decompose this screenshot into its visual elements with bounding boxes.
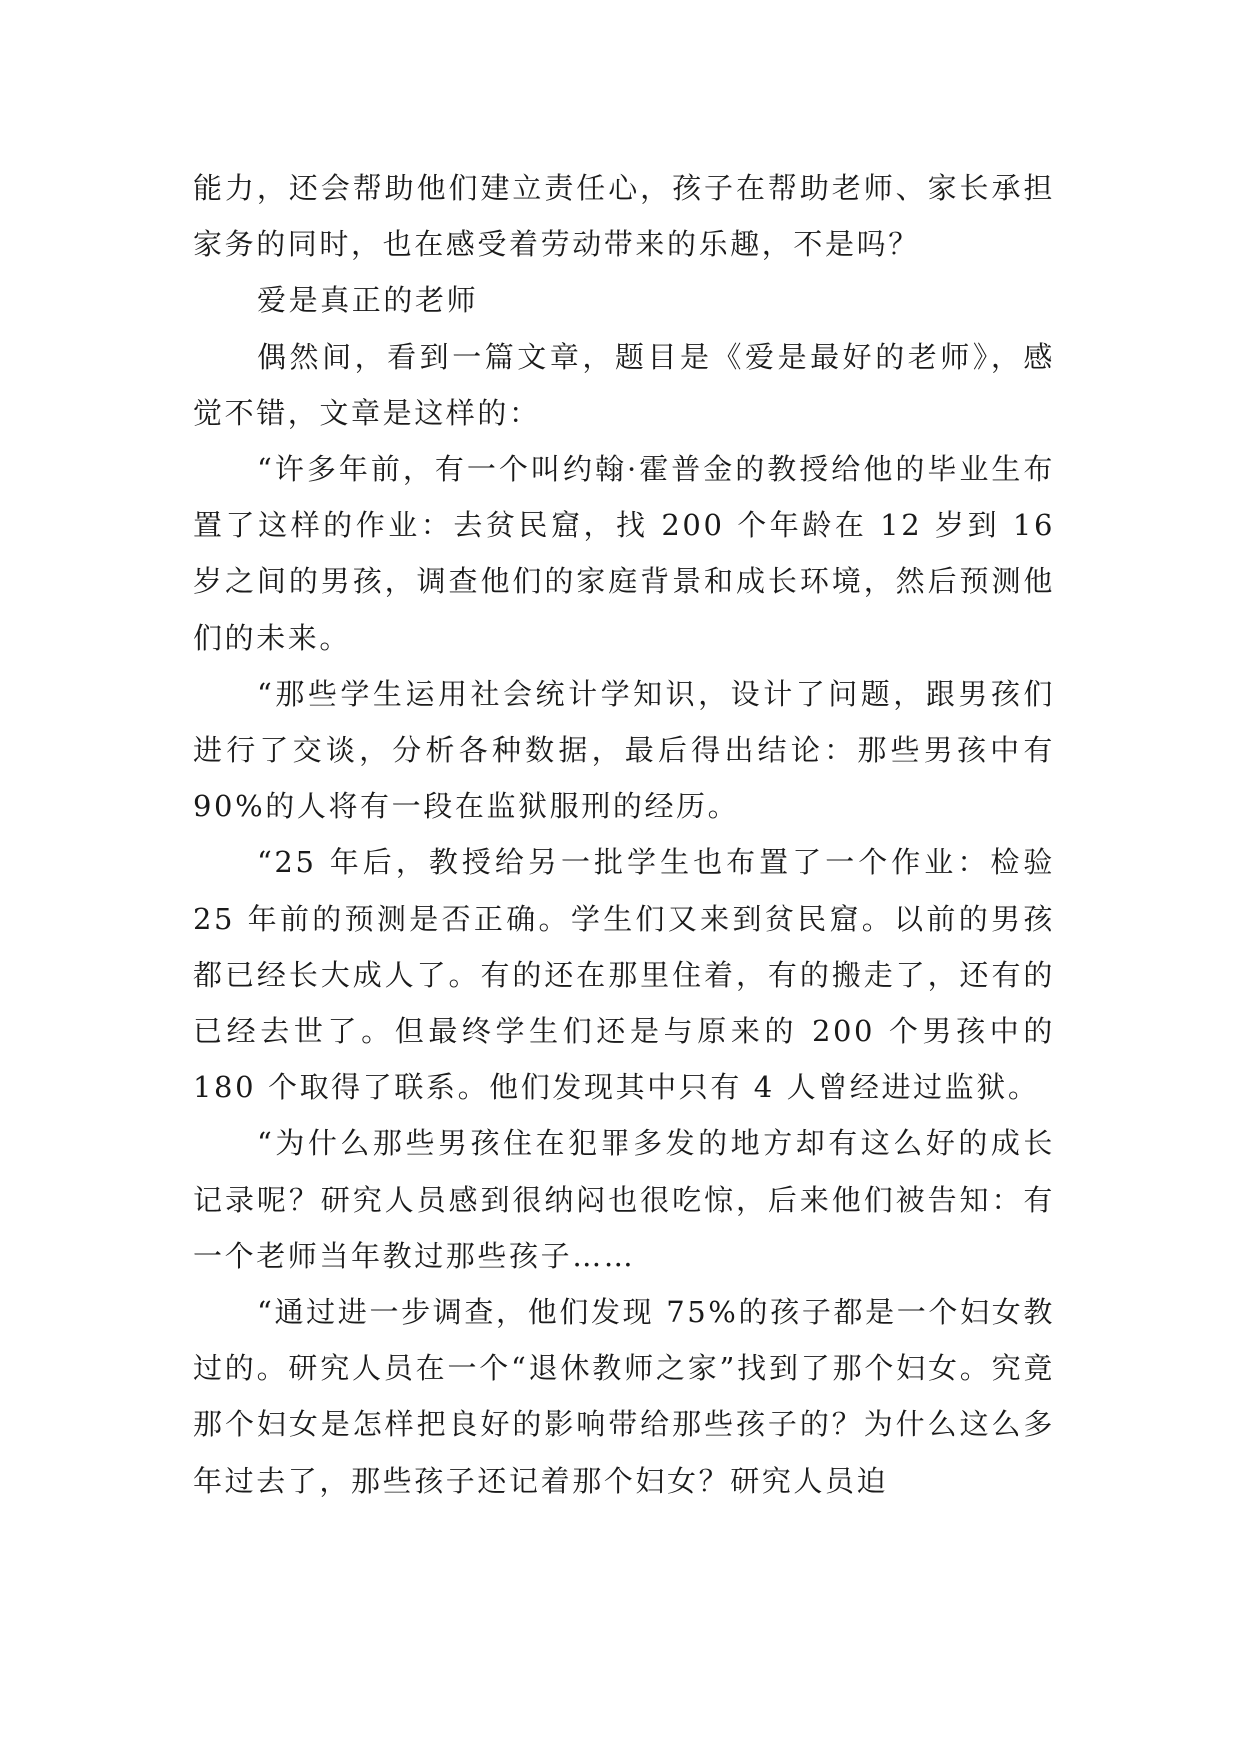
paragraph: “为什么那些男孩住在犯罪多发的地方却有这么好的成长记录呢？研究人员感到很纳闷也很吃惊，后来他们被告知：有一个老师当年教过那些孩子…… bbox=[193, 1126, 1055, 1273]
section-heading: 爱是真正的老师 bbox=[257, 283, 479, 318]
paragraph: 偶然间，看到一篇文章，题目是《爱是最好的老师》，感觉不错，文章是这样的： bbox=[193, 339, 1055, 430]
paragraph: 能力，还会帮助他们建立责任心，孩子在帮助老师、家长承担家务的同时，也在感受着劳动带来的乐趣，不是吗？ bbox=[193, 171, 1055, 262]
document-body bbox=[193, 160, 1055, 1509]
paragraph: “许多年前，有一个叫约翰·霍普金的教授给他的毕业生布置了这样的作业：去贫民窟，找 200 个年龄在 12 岁到 16 岁之间的男孩，调查他们的家庭背景和成长环境，然后预测他们的未来。 bbox=[193, 452, 1055, 655]
paragraph: “25 年后，教授给另一批学生也布置了一个作业：检验 25 年前的预测是否正确。学生们又来到贫民窟。以前的男孩都已经长大成人了。有的还在那里住着，有的搬走了，还有的已经去世了。但最终学生们还是与原来的 200 个男孩中的 180 个取得了联系。他们发现其中只有 4 人曾经进过监狱。 bbox=[193, 845, 1055, 1105]
paragraph: “通过进一步调查，他们发现 75%的孩子都是一个妇女教过的。研究人员在一个“退休教师之家”找到了那个妇女。究竟那个妇女是怎样把良好的影响带给那些孩子的？为什么这么多年过去了，那些孩子还记着那个妇女？研究人员迫 bbox=[193, 1295, 1055, 1498]
paragraph: “那些学生运用社会统计学知识，设计了问题，跟男孩们进行了交谈，分析各种数据，最后得出结论：那些男孩中有 90%的人将有一段在监狱服刑的经历。 bbox=[193, 676, 1055, 824]
